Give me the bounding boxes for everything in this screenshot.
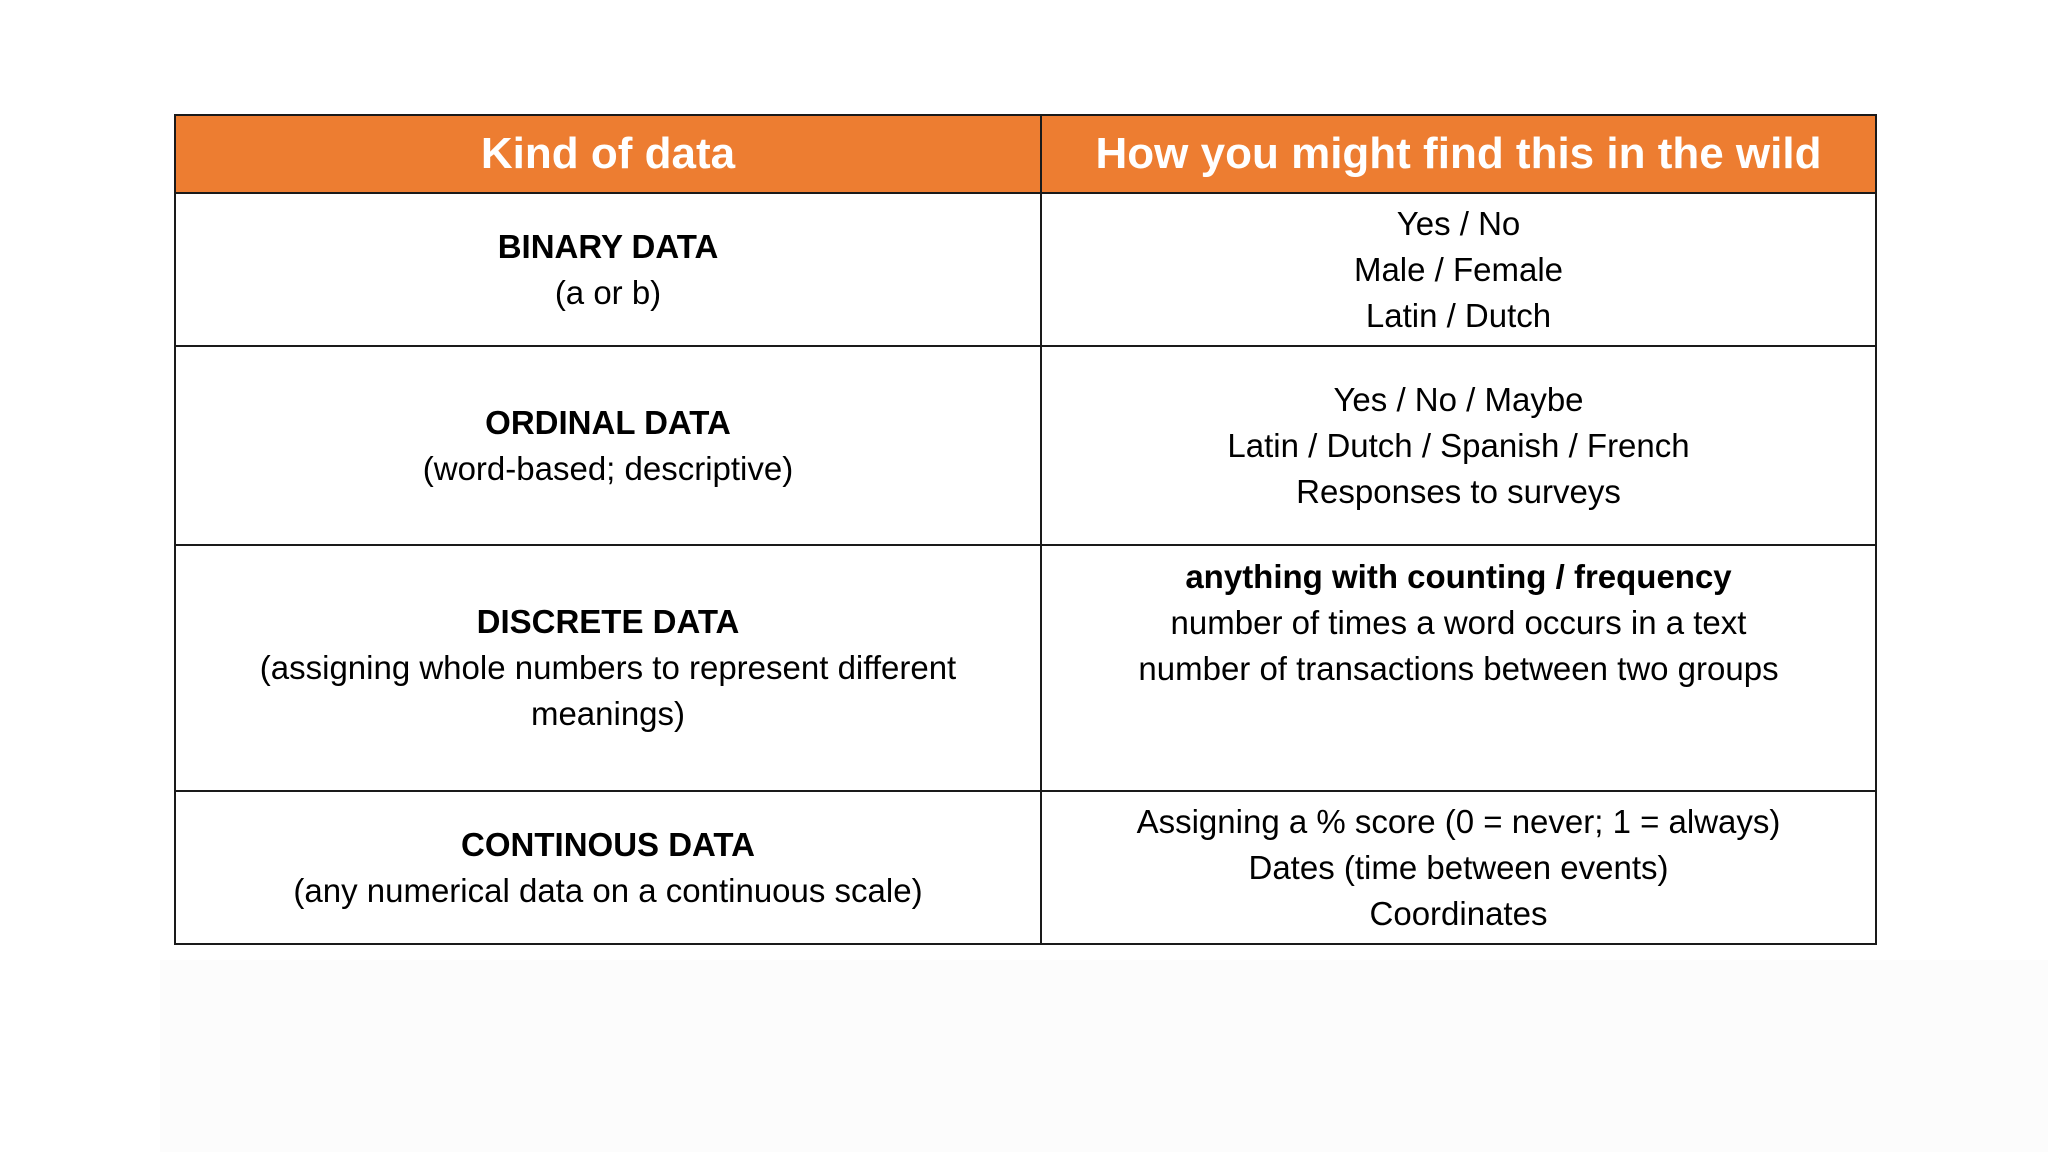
examples-heading: anything with counting / frequency bbox=[1185, 558, 1732, 595]
kind-label: CONTINOUS DATA bbox=[461, 825, 755, 863]
example-line: Coordinates bbox=[1369, 894, 1548, 932]
kind-cell bbox=[175, 193, 1041, 346]
example-line: Dates (time between events) bbox=[1248, 848, 1669, 886]
example-line: Latin / Dutch / Spanish / French bbox=[1227, 426, 1690, 464]
table-row bbox=[175, 193, 1876, 346]
table-header-row bbox=[175, 115, 1876, 193]
example-line: Yes / No / Maybe bbox=[1333, 380, 1584, 418]
kind-cell bbox=[175, 346, 1041, 545]
examples-cell bbox=[1041, 193, 1876, 346]
example-line: Male / Female bbox=[1353, 250, 1564, 288]
example-line: Responses to surveys bbox=[1296, 472, 1621, 510]
examples-cell bbox=[1041, 791, 1876, 944]
table-row bbox=[175, 791, 1876, 944]
data-types-table bbox=[174, 114, 1877, 945]
example-line: Yes / No bbox=[1396, 204, 1521, 242]
kind-description: (word-based; descriptive) bbox=[422, 449, 794, 487]
table-row bbox=[175, 545, 1876, 791]
examples-cell bbox=[1041, 545, 1876, 791]
example-line: Assigning a % score (0 = never; 1 = always) bbox=[1136, 802, 1781, 840]
example-line: number of transactions between two groups bbox=[1138, 650, 1779, 687]
header-kind-of-data: Kind of data bbox=[175, 115, 1041, 193]
header-in-the-wild: How you might find this in the wild bbox=[1041, 115, 1876, 193]
kind-label: BINARY DATA bbox=[497, 227, 719, 265]
kind-description: (any numerical data on a continuous scale) bbox=[293, 871, 923, 909]
kind-description: (a or b) bbox=[554, 273, 662, 311]
table-row bbox=[175, 346, 1876, 545]
kind-description: (assigning whole numbers to represent different meanings) bbox=[259, 649, 957, 732]
examples-cell bbox=[1041, 346, 1876, 545]
kind-label: ORDINAL DATA bbox=[485, 403, 731, 441]
slide-shade bbox=[160, 960, 2048, 1152]
example-line: number of times a word occurs in a text bbox=[1170, 604, 1747, 641]
kind-cell bbox=[175, 545, 1041, 791]
example-line: Latin / Dutch bbox=[1365, 296, 1552, 334]
kind-cell bbox=[175, 791, 1041, 944]
kind-label: DISCRETE DATA bbox=[476, 603, 740, 640]
